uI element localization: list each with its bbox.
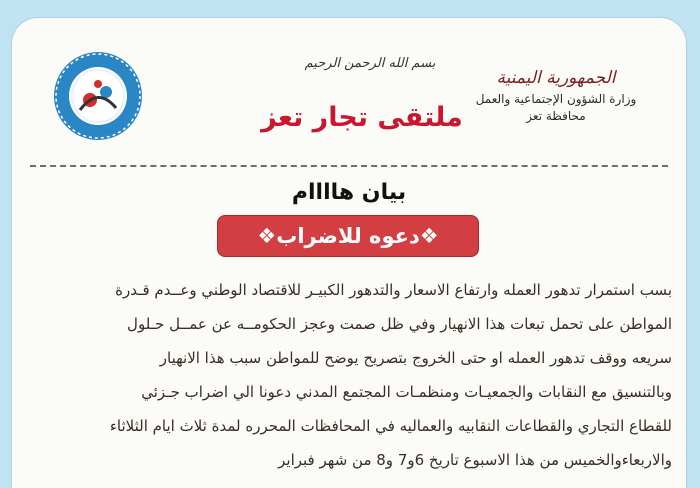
basmala: بسم الله الرحمن الرحيم — [304, 56, 436, 71]
statement-body — [30, 273, 672, 477]
statement-title: بيان هاااام — [291, 180, 407, 205]
forum-name: ملتقى تجار تعز — [261, 102, 463, 133]
ministry-name: وزارة الشؤون الإجتماعية والعمل — [475, 92, 637, 106]
body-line-1: بسب استمرار تدهور العمله وارتفاع الاسعار والتدهور الكبيـر للاقتصاد الوطني وعــدم قـدرة — [115, 281, 672, 299]
forum-logo-emblem — [52, 50, 144, 142]
governorate-name: محافظة تعز — [526, 109, 586, 123]
republic-name: الجمهورية اليمنية — [496, 68, 616, 88]
government-header — [456, 68, 656, 123]
body-line-6: والاربعاءوالخميس من هذا الاسبوع تاريخ 6و7 و8 من شهر فبراير — [278, 451, 672, 469]
header-divider — [30, 165, 668, 167]
body-line-5: للقطاع التجاري والقطاعات النقابيه والعماليه في المحافظات المحرره لمدة ثلاث ايام الثلاثاء — [109, 417, 672, 435]
body-line-3: سريعه ووقف تدهور العمله او حتى الخروج بتصريح يوضح للمواطن سبب هذا الانهيار — [159, 349, 672, 367]
body-line-2: المواطن على تحمل تبعات هذا الانهيار وفي ظل صمت وعجز الحكومــه عن عمــل حـلول — [127, 315, 672, 333]
forum-logo — [52, 50, 144, 142]
strike-call-banner — [217, 215, 479, 257]
document-page — [12, 18, 686, 488]
body-line-4: وبالتنسيق مع النقابات والجمعيـات ومنظمـات المجتمع المدني دعونا الي اضراب جـزئي — [141, 383, 672, 401]
strike-call-text: ❖دعوه للاضراب❖ — [257, 224, 439, 248]
